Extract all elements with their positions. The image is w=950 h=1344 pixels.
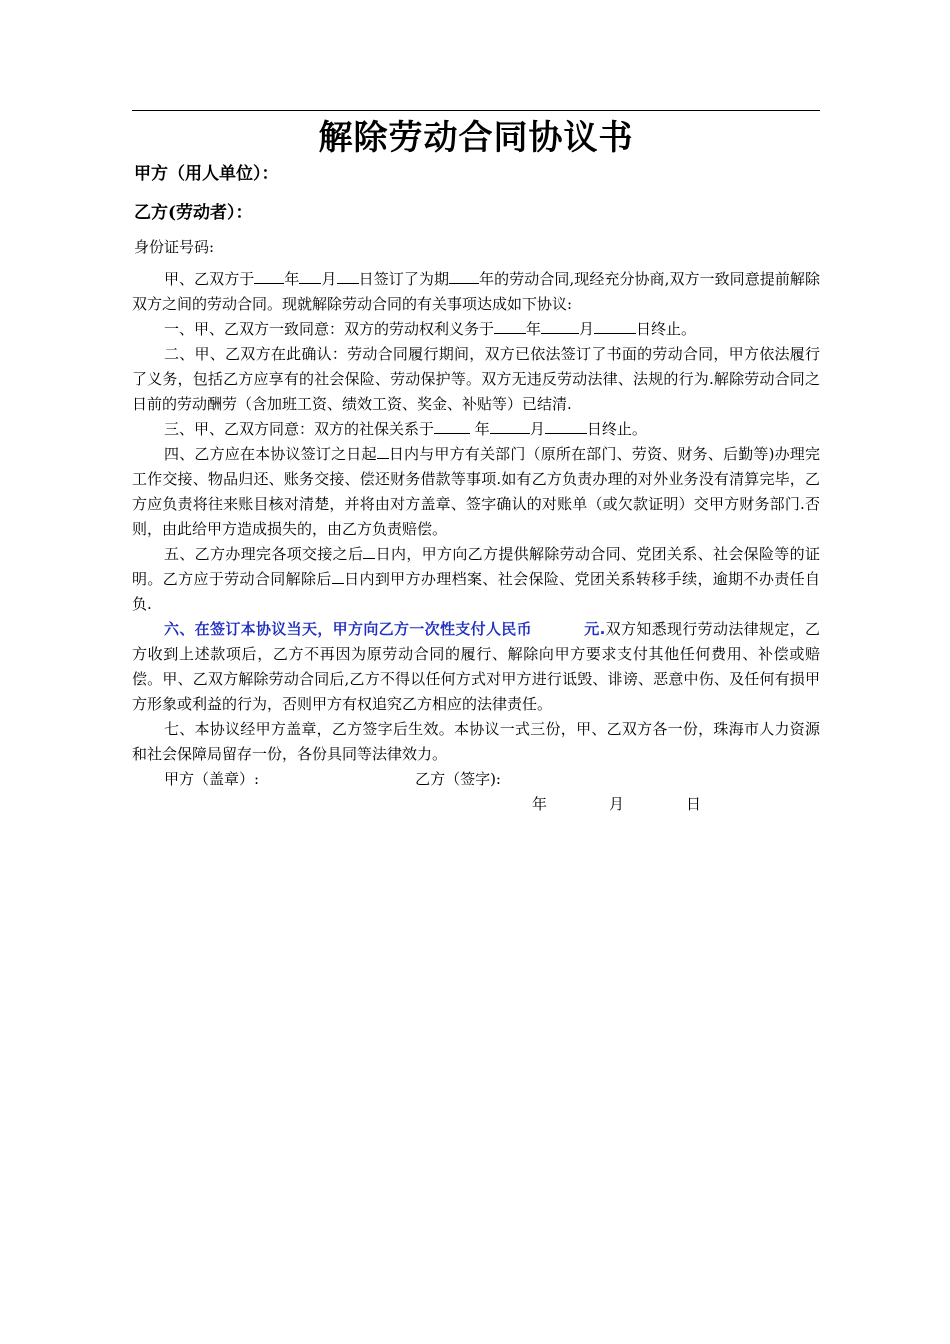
date-month: 月 [609,795,625,813]
date-year: 年 [532,795,548,813]
blank-field [434,418,470,434]
payment-unit: 元. [583,620,606,638]
header-rule [132,110,820,111]
blank-field [541,318,579,334]
id-number-label: 身份证号码: [134,238,215,256]
blank-field [299,268,321,284]
clause-1: 一、甲、乙双方一致同意：双方的劳动权利义务于 年 月 日终止。 [164,320,697,338]
party-a-seal-label: 甲方（盖章）: [164,770,260,788]
blank-field [494,318,526,334]
clause-6: 六、在签订本协议当天，甲方向乙方一次性支付人民币 元.双方知悉现行劳动法律规定，乙方收到上述款项后，乙方不再因为原劳动合同的履行、解除向甲方要求支付其他任何费用、补偿或赔偿。甲、乙双方解除劳动合同后,乙方不得以任何方式对甲方进行诋毁、诽谤、恶意中伤、及任何有损甲方形象或利益的行为，否则甲方有权追究乙方相应的法律责任。 [132,620,820,713]
intro-paragraph: 甲、乙双方于 年 月 日签订了为期 年的劳动合同,现经充分协商,双方一致同意提前解除双方之间的劳动合同。现就解除劳动合同的有关事项达成如下协议: [132,270,820,313]
party-b-signature-label: 乙方（签字): [415,770,501,788]
blank-field [332,568,344,584]
blank-field [449,268,479,284]
clause-3: 三、甲、乙双方同意：双方的社保关系于 年 月 日终止。 [164,420,647,438]
amount-blank [532,619,584,634]
clause-7: 七、本协议经甲方盖章，乙方签字后生效。本协议一式三份，甲、乙双方各一份，珠海市人力资源和社会保障局留存一份，各份具同等法律效力。 [132,720,820,763]
blank-field [545,418,587,434]
clause-5: 五、乙方办理完各项交接之后 日内，甲方向乙方提供解除劳动合同、党团关系、社会保险等的证明。乙方应于劳动合同解除后 日内到甲方办理档案、社会保险、党团关系转移手续，逾期不办责任自负. [132,545,820,613]
blank-field [363,543,375,559]
clause-4: 四、乙方应在本协议签订之日起 日内与甲方有关部门（原所在部门、劳资、财务、后勤等)办理完工作交接、物品归还、账务交接、偿还财务借款等事项.如有乙方负责办理的对外业务没有清算完毕，乙方应负责将往来账目核对清楚，并将由对方盖章、签字确认的对账单（或欠款证明）交甲方财务部门.否则，由此给甲方造成损失的，由乙方负责赔偿。 [132,445,820,538]
blank-field [594,318,636,334]
party-b-label: 乙方(劳动者）： [134,203,253,223]
date-day: 日 [686,795,702,813]
clause-2: 二、甲、乙双方在此确认：劳动合同履行期间，双方已依法签订了书面的劳动合同，甲方依法履行了义务，包括乙方应享有的社会保险、劳动保护等。双方无违反劳动法律、法规的行为.解除劳动合同之日前的劳动酬劳（含加班工资、绩效工资、奖金、补贴等）已结清. [132,345,820,413]
agreement-body [132,267,820,817]
blank-field [377,443,389,459]
payment-highlight: 六、在签订本协议当天，甲方向乙方一次性支付人民币 [164,620,532,638]
document-title: 解除劳动合同协议书 [318,118,634,158]
date-line [132,792,820,817]
signature-line [132,767,820,792]
party-a-label: 甲方（用人单位）： [134,164,279,184]
blank-field [337,268,359,284]
blank-field [254,268,284,284]
blank-field [490,418,530,434]
